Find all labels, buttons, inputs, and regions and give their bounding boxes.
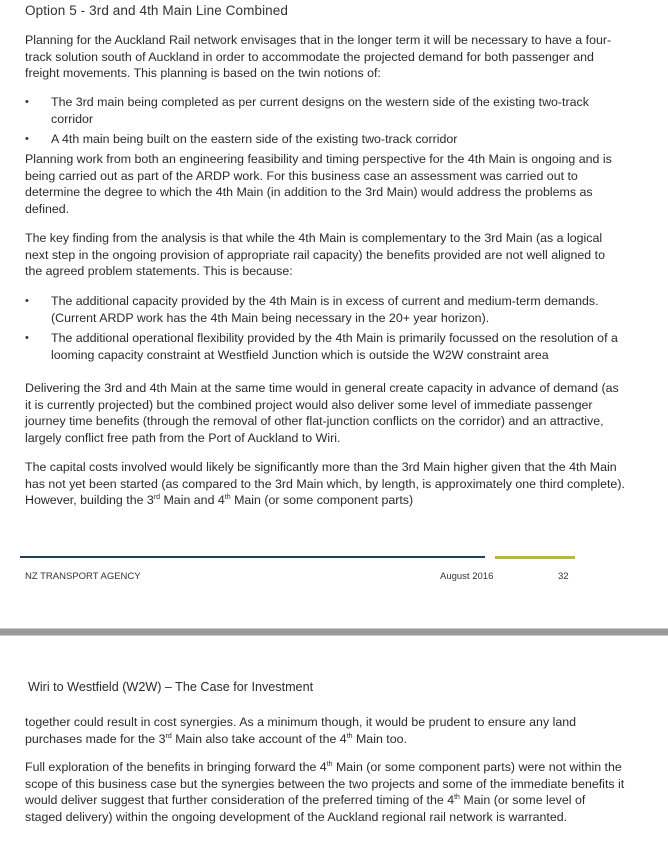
bullet-icon: • — [25, 133, 29, 145]
superscript: th — [224, 494, 231, 502]
superscript: rd — [165, 732, 172, 740]
text-run: Main (or some component parts) were not within the scope of this business case but the synergies between the two projects and some of the immediate benefits it would deliver suggest that further consideration of the preferred timing of the 4 — [25, 760, 625, 808]
footer-page-number: 32 — [558, 571, 569, 582]
paragraph-full-exploration — [25, 759, 625, 826]
superscript: rd — [153, 494, 161, 502]
paragraph-delivering: Delivering the 3rd and 4th Main at the same time would in general create capacity in advance of demand (as it is currently projected) but the combined project would also deliver some level of immediate passenger journey time benefits (through the removal of other flat-junction conflicts on the corridor) and an attractive, largely conflict free path from the Port of Auckland to Wiri. — [25, 381, 619, 446]
bullet-text: The 3rd main being completed as per current designs on the western side of the existing two-track corridor — [51, 95, 589, 126]
text-run: The capital costs involved would likely be significantly more than the 3rd Main higher given that the 4th Main has not yet been started (as compared to the 3rd Main which, by length, is approximately one third complete). However, building the 3 — [25, 460, 625, 508]
text-run: Main (or some level of staged delivery) within the ongoing development of the Auckland regional rail network is warranted. — [25, 793, 586, 825]
page-separator — [0, 628, 668, 636]
footer-agency: NZ TRANSPORT AGENCY — [25, 571, 141, 582]
paragraph-planning-work: Planning work from both an engineering feasibility and timing perspective for the 4th Main is ongoing and is being carried out as part of the ARDP work. For this business case an assessment was carried out to determine the degree to which the 4th Main (in addition to the 3rd Main) would address the problems as defined. — [25, 152, 612, 217]
text-run: Main also take account of the 4 — [171, 731, 347, 746]
bullet-icon: • — [25, 96, 29, 108]
paragraph-cost-synergies — [25, 714, 625, 747]
paragraph-capital-costs — [25, 459, 625, 509]
text-run: Main and 4 — [160, 493, 225, 508]
bullet-text: The additional operational flexibility provided by the 4th Main is primarily focussed on the resolution of a looming capacity constraint at Westfield Junction which is outside the W2W constraint area — [51, 331, 618, 362]
footer-rule-dark — [20, 556, 485, 558]
footer-date: August 2016 — [440, 571, 494, 582]
superscript: th — [326, 761, 333, 768]
section-heading: Option 5 - 3rd and 4th Main Line Combined — [25, 3, 289, 18]
superscript: th — [454, 794, 460, 802]
text-run: together could result in cost synergies. As a minimum though, it would be prudent to ensure any land purchases made for the 3 — [25, 715, 577, 746]
bullet-icon: • — [25, 295, 29, 307]
text-run: Main too. — [352, 731, 407, 746]
bullet-text: A 4th main being built on the eastern side of the existing two-track corridor — [51, 132, 458, 146]
bullet-icon: • — [25, 332, 29, 344]
paragraph-key-finding: The key finding from the analysis is that while the 4th Main is complementary to the 3rd Main (as a logical next step in the ongoing provision of appropriate rail capacity) the benefits provided are not well aligned to the agreed problem statements. This is because: — [25, 231, 605, 279]
footer-rule-accent — [495, 556, 575, 559]
text-run: Full exploration of the benefits in bringing forward the 4 — [25, 760, 327, 774]
paragraph-planning-intro: Planning for the Auckland Rail network envisages that in the longer term it will be necessary to have a four-track solution south of Auckland in order to accommodate the projected demand for both passenger and freight movements. This planning is based on the twin notions of: — [25, 33, 612, 81]
superscript: th — [346, 732, 353, 740]
bullet-text: The additional capacity provided by the 4th Main is in excess of current and medium-term demands. (Current ARDP work has the 4th Main being necessary in the 20+ year horizon). — [51, 294, 599, 325]
running-header: Wiri to Westfield (W2W) – The Case for Investment — [28, 680, 314, 694]
text-run: Main (or some component parts) — [230, 493, 414, 508]
document-page-33 — [0, 636, 668, 857]
